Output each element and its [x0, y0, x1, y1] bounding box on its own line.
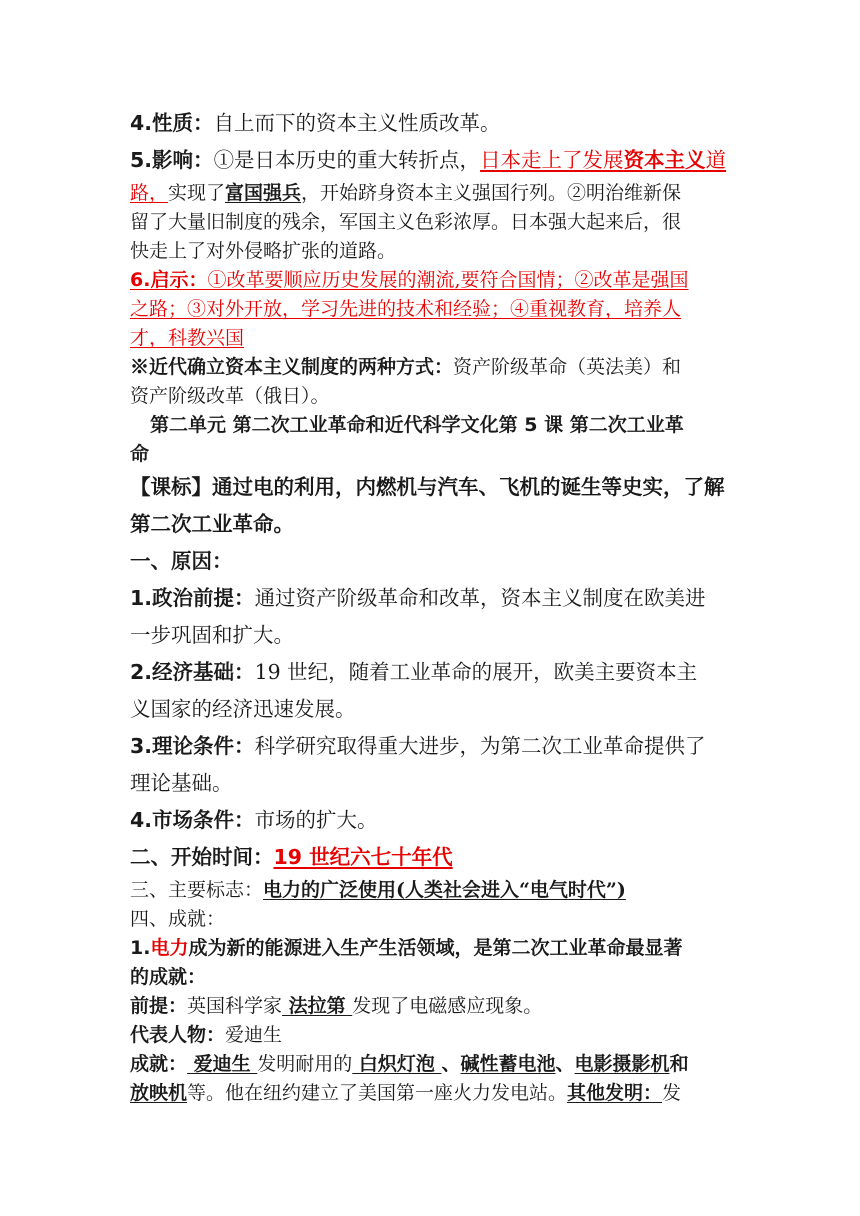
impact-line-1: 5.影响：①是日本历史的重大转折点，日本走上了发展资本主义道: [130, 148, 727, 172]
curriculum-line-1: 【课标】通过电的利用，内燃机与汽车、飞机的诞生等史实，了解: [130, 475, 725, 499]
nature-line: [130, 105, 730, 142]
rich-strong-army: 富国强兵: [225, 182, 302, 204]
note-line-1: ※近代确立资本主义制度的两种方式：资产阶级革命（英法美）和: [130, 356, 682, 378]
section-causes-title: 一、原因：: [130, 549, 233, 573]
results-line-2: 放映机等。他在纽约建立了美国第一座火力发电站。其他发明：发: [130, 1082, 682, 1104]
start-time-line: [130, 839, 730, 876]
start-time-value: 19 世纪六七十年代: [273, 845, 453, 869]
faraday: 法拉第: [282, 995, 353, 1017]
cause-1-line-2: 一步巩固和扩大。: [130, 623, 294, 647]
unit-heading: 第二单元 第二次工业革命和近代科学文化第 5 课 第二次工业革: [150, 414, 684, 436]
impact-line-4: 快走上了对外侵略扩张的道路。: [130, 240, 397, 262]
document-page: [130, 105, 730, 1108]
premise-line: 前提：英国科学家 法拉第 发现了电磁感应现象。: [130, 995, 543, 1017]
main-sign-value: 电力的广泛使用(人类社会进入“电气时代”): [263, 879, 626, 901]
lesson-line-1: 6.启示：①改革要顺应历史发展的潮流,要符合国情；②改革是强国: [130, 269, 689, 291]
cause-3-line-1: 3.理论条件：科学研究取得重大进步，为第二次工业革命提供了: [130, 734, 706, 758]
nature-label: 4.性质：: [130, 111, 214, 135]
main-sign-line: [130, 876, 730, 905]
cause-1-line-1: 1.政治前提：通过资产阶级革命和改革，资本主义制度在欧美进: [130, 586, 706, 610]
achievement-1-line-2: 的成就：: [130, 966, 207, 988]
results-line-1: 成就： 爱迪生 发明耐用的 白炽灯泡 、碱性蓄电池、电影摄影机和: [130, 1053, 689, 1075]
electricity-term: 电力: [150, 937, 189, 959]
cause-2-line-2: 义国家的经济迅速发展。: [130, 697, 356, 721]
start-time-label: 二、开始时间：: [130, 845, 274, 869]
representative-line: 代表人物：爱迪生: [130, 1024, 283, 1046]
impact-line-2: 路，实现了富国强兵，开始跻身资本主义强国行列。②明治维新保: [130, 182, 682, 204]
cause-2-line-1: 2.经济基础：19 世纪，随着工业革命的展开，欧美主要资本主: [130, 660, 698, 684]
impact-label: 5.影响：: [130, 148, 214, 172]
lesson-line-3: 才，科教兴国: [130, 327, 245, 349]
achievement-1-line-1: 1.电力成为新的能源进入生产生活领域，是第二次工业革命最显著: [130, 937, 683, 959]
cause-4-line: 4.市场条件：市场的扩大。: [130, 808, 378, 832]
impact-line-3: 留了大量旧制度的残余，军国主义色彩浓厚。日本强大起来后，很: [130, 211, 682, 233]
nature-text: 自上而下的资本主义性质改革。: [213, 111, 501, 135]
note-line-2: 资产阶级改革（俄日）。: [130, 385, 330, 407]
section-achievements-title: 四、成就：: [130, 908, 226, 930]
note-label: ※近代确立资本主义制度的两种方式：: [130, 356, 454, 378]
main-sign-label: 三、主要标志：: [130, 879, 264, 901]
lesson-line-2: 之路；③对外开放，学习先进的技术和经验；④重视教育，培养人: [130, 298, 682, 320]
unit-heading-cont: 命: [130, 443, 150, 465]
lesson-label: 6.启示：: [130, 269, 208, 291]
cause-3-line-2: 理论基础。: [130, 771, 233, 795]
curriculum-line-2: 第二次工业革命。: [130, 512, 294, 536]
